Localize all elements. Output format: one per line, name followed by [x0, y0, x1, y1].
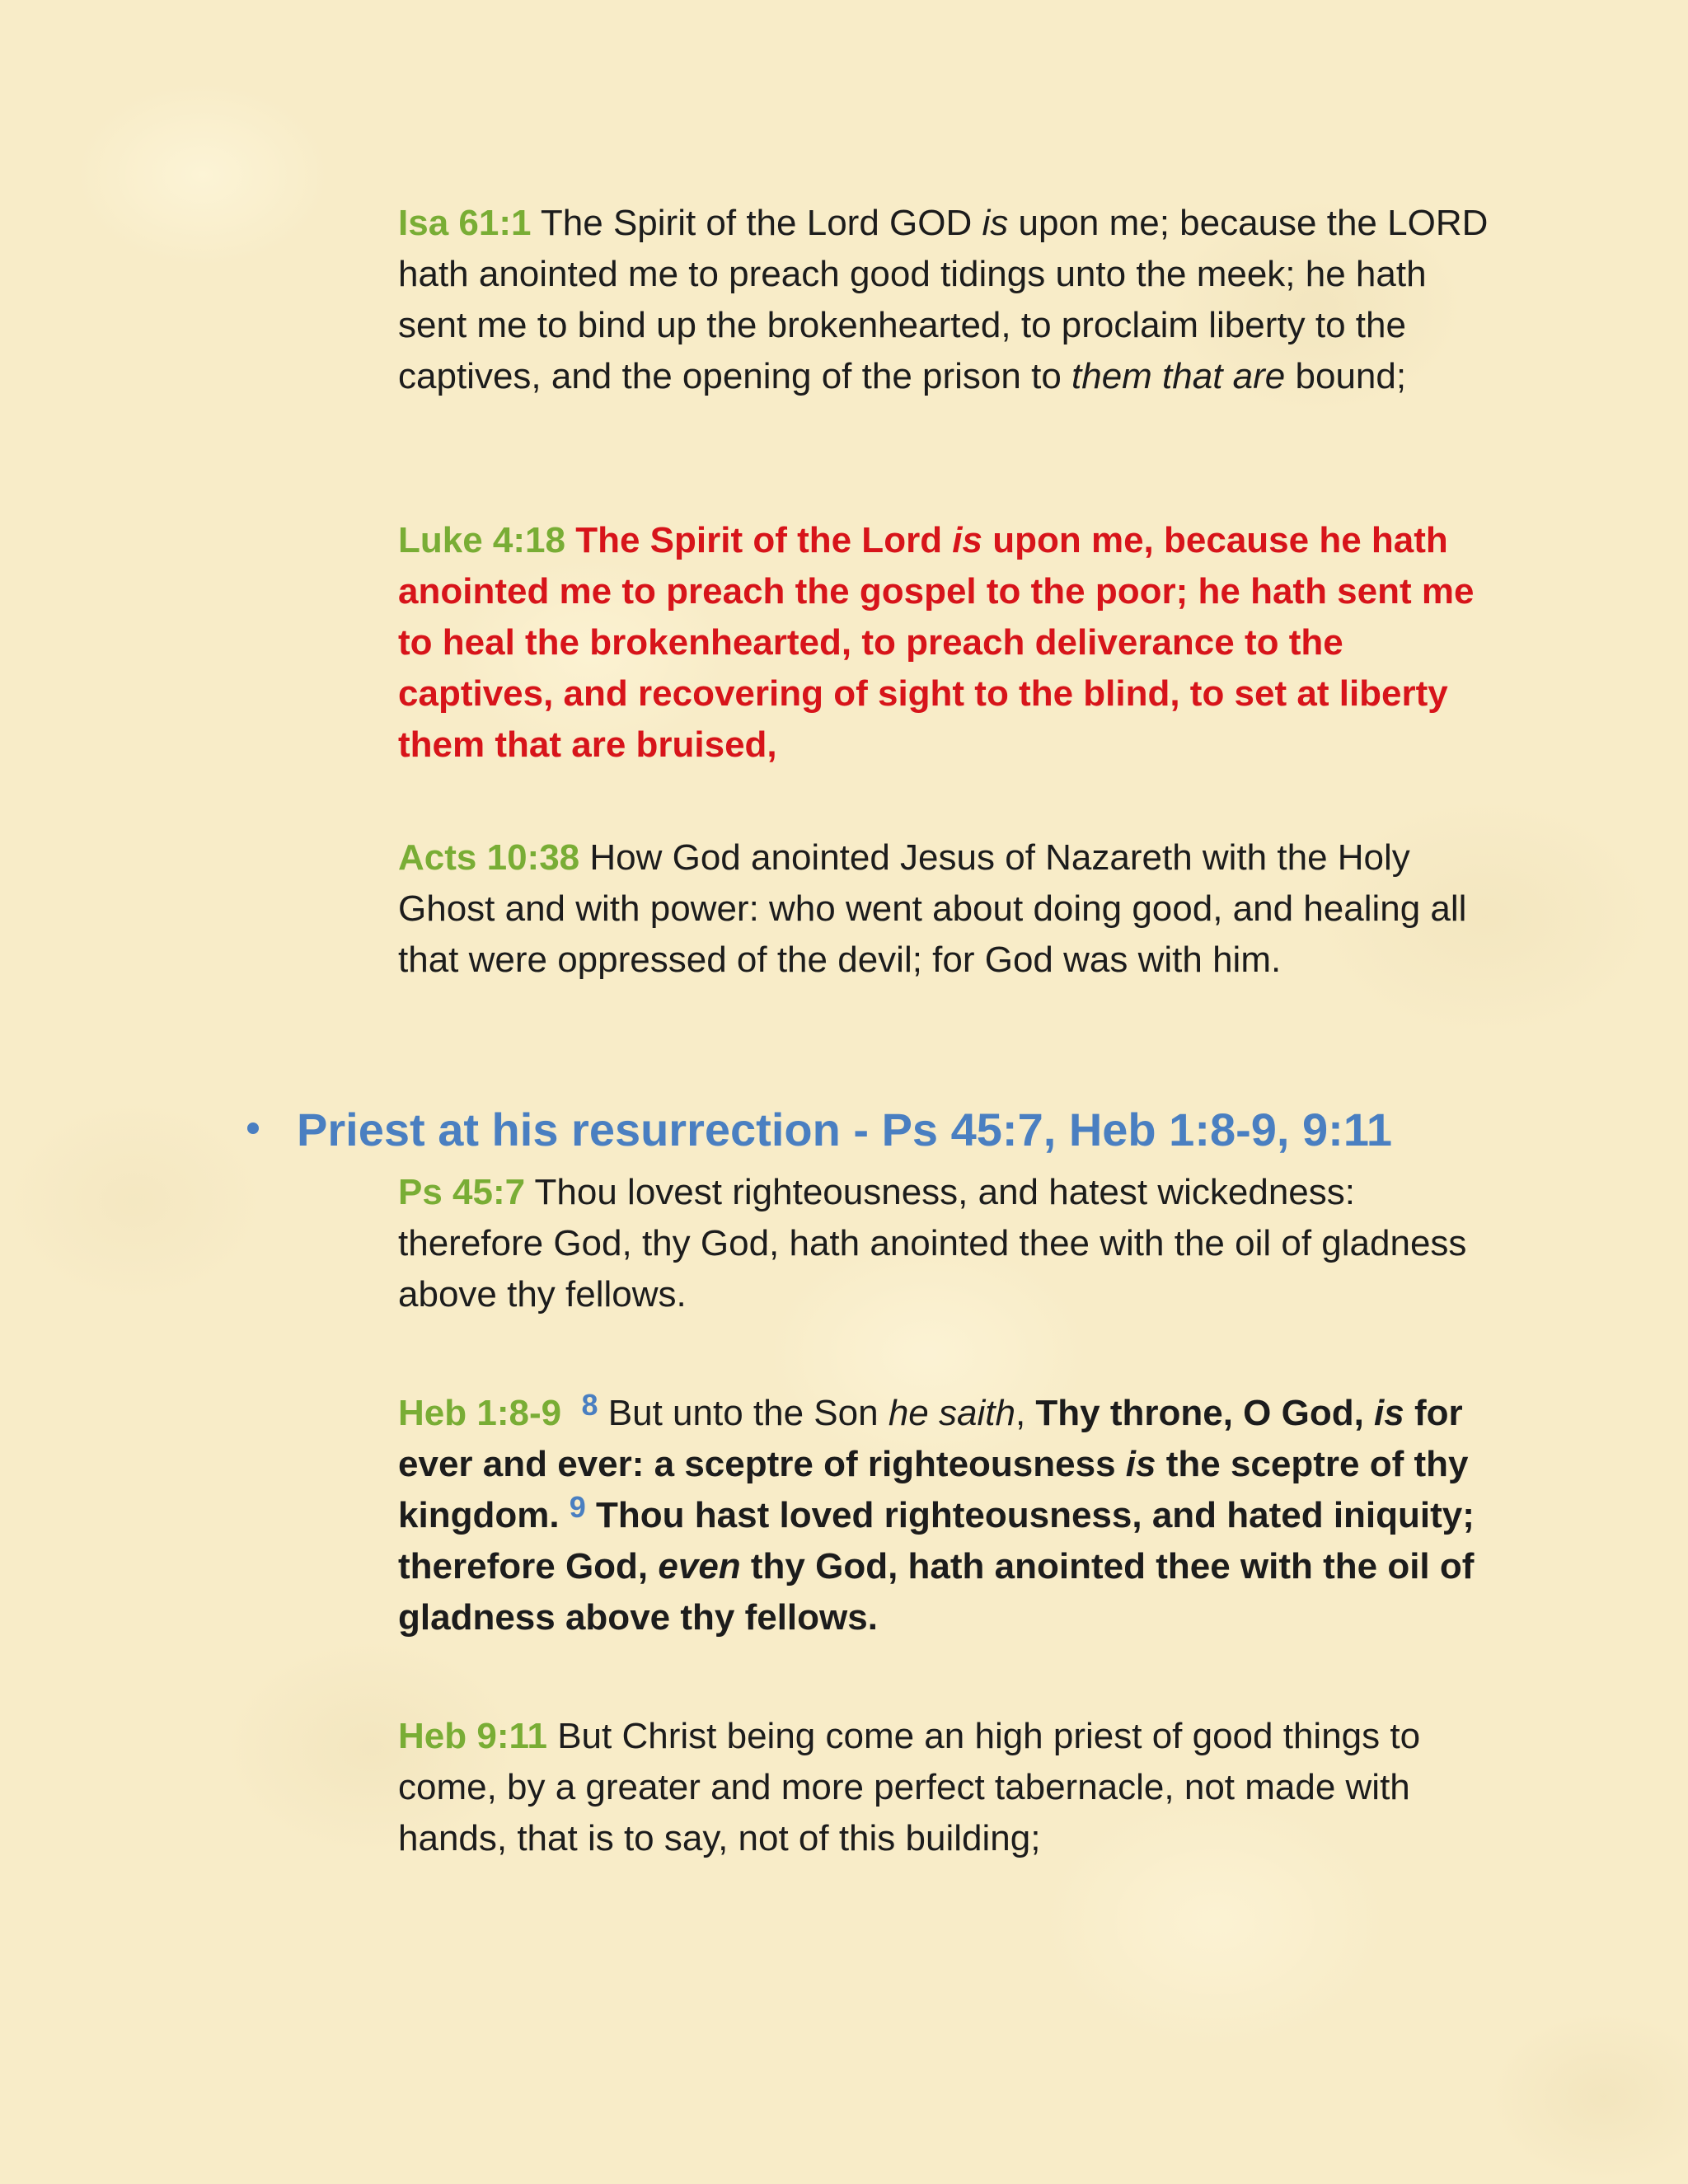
bold-quote-text: Thou hast loved righteousness, and hated iniquity; therefore God,	[398, 1495, 1475, 1586]
verse-text: But Christ being come an high priest of good things to come, by a greater and more perfect tabernacle, not made with hands, that is to say, not of this building;	[398, 1716, 1421, 1858]
red-letter-text: upon me, because he hath anointed me to preach the gospel to the poor; he hath sent me to heal the brokenhearted, to preach deliverance to the captives, and recovering of sight to the blind, to set at liberty them that are bruised,	[398, 520, 1475, 765]
bold-italic-word: even	[658, 1546, 741, 1586]
verse-isa-61-1	[398, 198, 1494, 402]
bold-quote-text: Thy throne, O God,	[1035, 1393, 1375, 1433]
verse-reference: Luke 4:18	[398, 520, 565, 560]
verse-reference: Heb 9:11	[398, 1716, 547, 1756]
bold-italic-word: is	[1125, 1444, 1156, 1484]
bold-italic-word: is	[1374, 1393, 1404, 1433]
verse-reference: Isa 61:1	[398, 203, 532, 243]
verse-heb-9-11	[398, 1711, 1494, 1864]
verse-luke-4-18	[398, 515, 1494, 771]
verse-reference: Heb 1:8-9	[398, 1393, 562, 1433]
verse-text: bound;	[1285, 356, 1407, 396]
heading-text: Priest at his resurrection - Ps 45:7, Heb 1:8-9, 9:11	[297, 1104, 1393, 1155]
verse-ps-45-7	[398, 1167, 1494, 1320]
section-heading	[247, 1101, 1648, 1159]
verse-acts-10-38	[398, 832, 1494, 986]
verse-heb-1-8-9	[398, 1388, 1494, 1643]
verse-text: Thou lovest righteousness, and hatest wickedness: therefore God, thy God, hath anointed thee with the oil of gladness above thy fellows.	[398, 1172, 1467, 1315]
italic-word: them that are	[1071, 356, 1286, 396]
verse-number: 8	[581, 1388, 598, 1422]
verse-text: How God anointed Jesus of Nazareth with the Holy Ghost and with power: who went about doing good, and healing all that were oppressed of the devil; for God was with him.	[398, 837, 1467, 980]
italic-word: he saith	[888, 1393, 1015, 1433]
verse-text: ,	[1015, 1393, 1036, 1433]
italic-word: is	[982, 203, 1009, 243]
verse-reference: Ps 45:7	[398, 1172, 526, 1212]
verse-text: upon me; because the LORD hath anointed me to preach good tidings unto the meek; he hath sent me to bind up the brokenhearted, to proclaim liberty to the captives, and the opening of the prison to	[398, 203, 1489, 396]
bold-quote-text: thy God, hath anointed thee with the oil of gladness above thy fellows.	[398, 1546, 1475, 1638]
bold-quote-text: the sceptre of thy kingdom.	[398, 1444, 1469, 1535]
red-letter-text: The Spirit of the Lord	[565, 520, 953, 560]
bold-quote-text: for ever and ever: a sceptre of righteousness	[398, 1393, 1463, 1484]
bullet-dot-icon	[247, 1122, 259, 1134]
verse-text: The Spirit of the Lord GOD	[531, 203, 982, 243]
verse-reference: Acts 10:38	[398, 837, 580, 878]
verse-text: But unto the Son	[598, 1393, 889, 1433]
verse-number: 9	[569, 1490, 586, 1524]
red-letter-italic: is	[952, 520, 982, 560]
